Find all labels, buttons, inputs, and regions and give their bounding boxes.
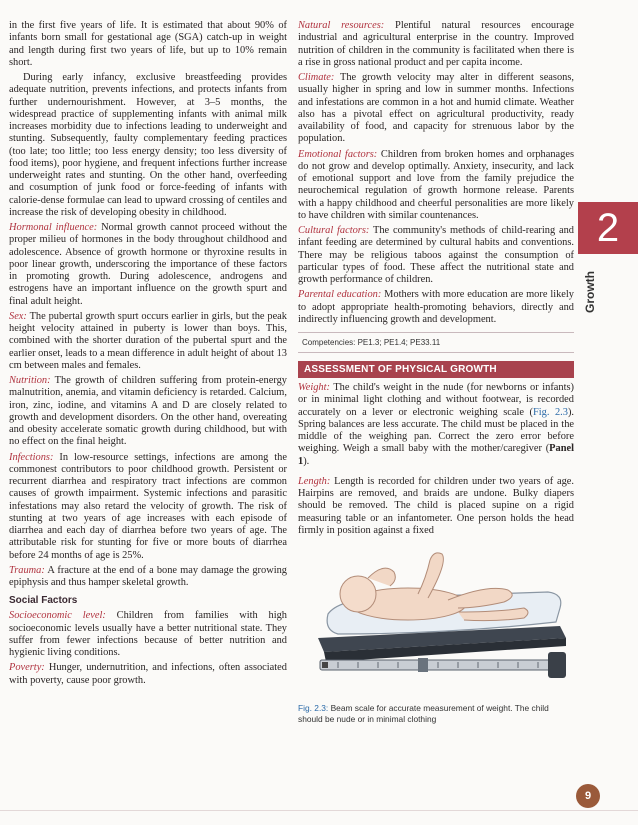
nutrition-paragraph: Nutrition: The growth of children suffering from protein-energy malnutrition, anemia, and vitamin deficiency is retarded. Calcium, iron, zinc, iodine, and vitamins A and D are closely related to growth and development disorders. On the other hand, overeating and obesity accelerate somatic growth during childhood, but with no effect on the final height. bbox=[9, 375, 287, 448]
climate-lead: Climate: bbox=[298, 72, 335, 83]
emotional-paragraph: Emotional factors: Children from broken homes and orphanages do not grow and develop optimally. Anxiety, insecurity, and lack of emotional support and love from the family prejudice the neurochemical regulation of growth hormone release. Parents with a happy childhood and cheerful personalities are more likely to have children with similar countenances. bbox=[298, 148, 574, 221]
trauma-paragraph: Trauma: A fracture at the end of a bone may damage the growing epiphysis and thus hamper skeletal growth. bbox=[9, 564, 287, 588]
natural-resources-paragraph: Natural resources: Plentiful natural resources encourage industrial and agricultural enterprise in the country. Improved nutrition of children in the community is facilitated when there is a rise in gross national product and per capita income. bbox=[298, 20, 574, 68]
climate-paragraph: Climate: The growth velocity may alter in different seasons, usually higher in spring and low in summer months. Infections and infestations are common in a hot and humid climate. Weather also has a pivotal effect on agricultural productivity, ready availability of food, and capacity for strenuous labor by the population. bbox=[298, 72, 574, 145]
weight-lead: Weight: bbox=[298, 382, 330, 393]
sex-lead: Sex: bbox=[9, 310, 27, 322]
emotional-lead: Emotional factors: bbox=[298, 148, 378, 160]
poverty-lead: Poverty: bbox=[9, 662, 45, 674]
intro-paragraph: in the first five years of life. It is estimated that about 90% of infants born small for gestational age (SGA) catch-up in weight and length during first two years of life, but up to 10% remain short. bbox=[9, 20, 287, 68]
infections-lead: Infections: bbox=[9, 451, 54, 463]
chapter-number-tab: 2 bbox=[578, 202, 638, 254]
parental-paragraph: Parental education: Mothers with more education are more likely to adopt appropriate health-promoting behaviors, directly and indirectly influencing growth and development. bbox=[298, 289, 574, 325]
weight-paragraph: Weight: The child's weight in the nude (for newborns or infants) or in minimal light clothing and without footwear, is recorded accurately on a lever or electronic weighing scale (Fig. 2.3). Spring balances are less accurate. The child must be placed in the middle of the weighing pan. Correct the zero error before weighing. Weigh a small baby with the mother/caregiver (Panel 1). bbox=[298, 382, 574, 467]
figure-caption: Fig. 2.3: Beam scale for accurate measurement of weight. The child should be nude or in minimal clothing bbox=[298, 703, 549, 724]
competencies-box: Competencies: PE1.3; PE1.4; PE33.11 bbox=[298, 332, 574, 353]
page-rule bbox=[0, 810, 638, 811]
natural-lead: Natural resources: bbox=[298, 20, 385, 31]
left-column bbox=[9, 20, 287, 690]
cultural-lead: Cultural factors: bbox=[298, 225, 370, 236]
figure-reference-link[interactable]: Fig. 2.3 bbox=[532, 406, 568, 418]
sex-paragraph: Sex: The pubertal growth spurt occurs earlier in girls, but the peak height velocity attained in puberty is lower than boys. This, combined with the shorter duration of the pubertal spurt and the earlier onset, leads to a mean difference in adult height of about 13 cm between males and females. bbox=[9, 310, 287, 371]
scale-weight-block bbox=[548, 652, 566, 678]
chapter-label: Growth bbox=[583, 271, 597, 313]
nutrition-lead: Nutrition: bbox=[9, 375, 51, 386]
figure-label: Fig. 2.3: bbox=[298, 703, 329, 713]
right-column bbox=[298, 20, 574, 724]
social-factors-heading: Social Factors bbox=[9, 595, 78, 607]
poverty-paragraph: Poverty: Hunger, undernutrition, and infections, often associated with poverty, cause poor growth. bbox=[9, 662, 287, 686]
section-title-bar: ASSESSMENT OF PHYSICAL GROWTH bbox=[298, 361, 574, 378]
hormonal-lead: Hormonal influence: bbox=[9, 222, 98, 233]
scale-beam bbox=[320, 660, 552, 670]
infections-paragraph: Infections: In low-resource settings, infections are among the commonest contributors to poor childhood growth. Persistent or recurrent diarrhea and respiratory tract infections are common causes of growth impairment. Systemic infections and parasitic infestations may also retard the velocity of growth. The risk of stunting at two years of age increases with each episode of diarrhea and each day of diarrhea before two years of age. The attributable risk for stunting for five or more bouts of diarrhea before 24 months of age is 25%. bbox=[9, 451, 287, 561]
socioeconomic-paragraph: Socioeconomic level: Children from families with high socioeconomic levels usually have a better nutritional state. They suffer from fewer infections because of better nutrition and hygienic living conditions. bbox=[9, 610, 287, 658]
cultural-paragraph: Cultural factors: The community's methods of child-rearing and infant feeding are determined by cultural habits and conventions. There may be religious taboos against the consumption of particular types of food. These affect the nutritional state and growth performance of children. bbox=[298, 225, 574, 285]
beam-slider bbox=[418, 658, 428, 672]
beam-scale-figure bbox=[298, 542, 574, 694]
trauma-lead: Trauma: bbox=[9, 564, 45, 576]
hormonal-paragraph: Hormonal influence: Normal growth cannot proceed without the proper milieu of hormones in the body throughout childhood and adolescence. Absence of growth hormone or thyroxine results in poor linear growth, underscoring the importance of these factors in promoting growth. During adolescence, androgens and estrogens have an important influence on the growth spurt and final adult height. bbox=[9, 222, 287, 307]
length-paragraph: Length: Length is recorded for children under two years of age. Hairpins are removed, and braids are undone. Bulky diapers should be removed. The child is placed supine on a rigid measuring table or an infantometer. One person holds the head firmly in position against a fixed bbox=[298, 475, 574, 536]
parental-lead: Parental education: bbox=[298, 289, 382, 301]
infancy-paragraph: During early infancy, exclusive breastfeeding provides adequate nutrition, prevents infections, and protects infants from further undernourishment. However, at 3–5 months, the widespread practice of supplementing infants with animal milk increases morbidity due to infections leading to underweight and stunting. Subsequently, faulty complementary feeding practices (too late; too little; too less energy density; too less diversity of food items), poor hygiene, and frequent infections further increase underweight rates and stunting. On the other hand, overfeeding and cosumption of junk food or force-feeding of infants with calorie-dense formulae can lead to upward crossing of centiles and increase the risk of developing obesity in childhood. bbox=[9, 72, 287, 218]
socioeconomic-lead: Socioeconomic level: bbox=[9, 610, 106, 622]
length-lead: Length: bbox=[298, 475, 331, 487]
panel-reference: Panel 1 bbox=[298, 443, 574, 467]
page-number: 9 bbox=[576, 784, 600, 808]
